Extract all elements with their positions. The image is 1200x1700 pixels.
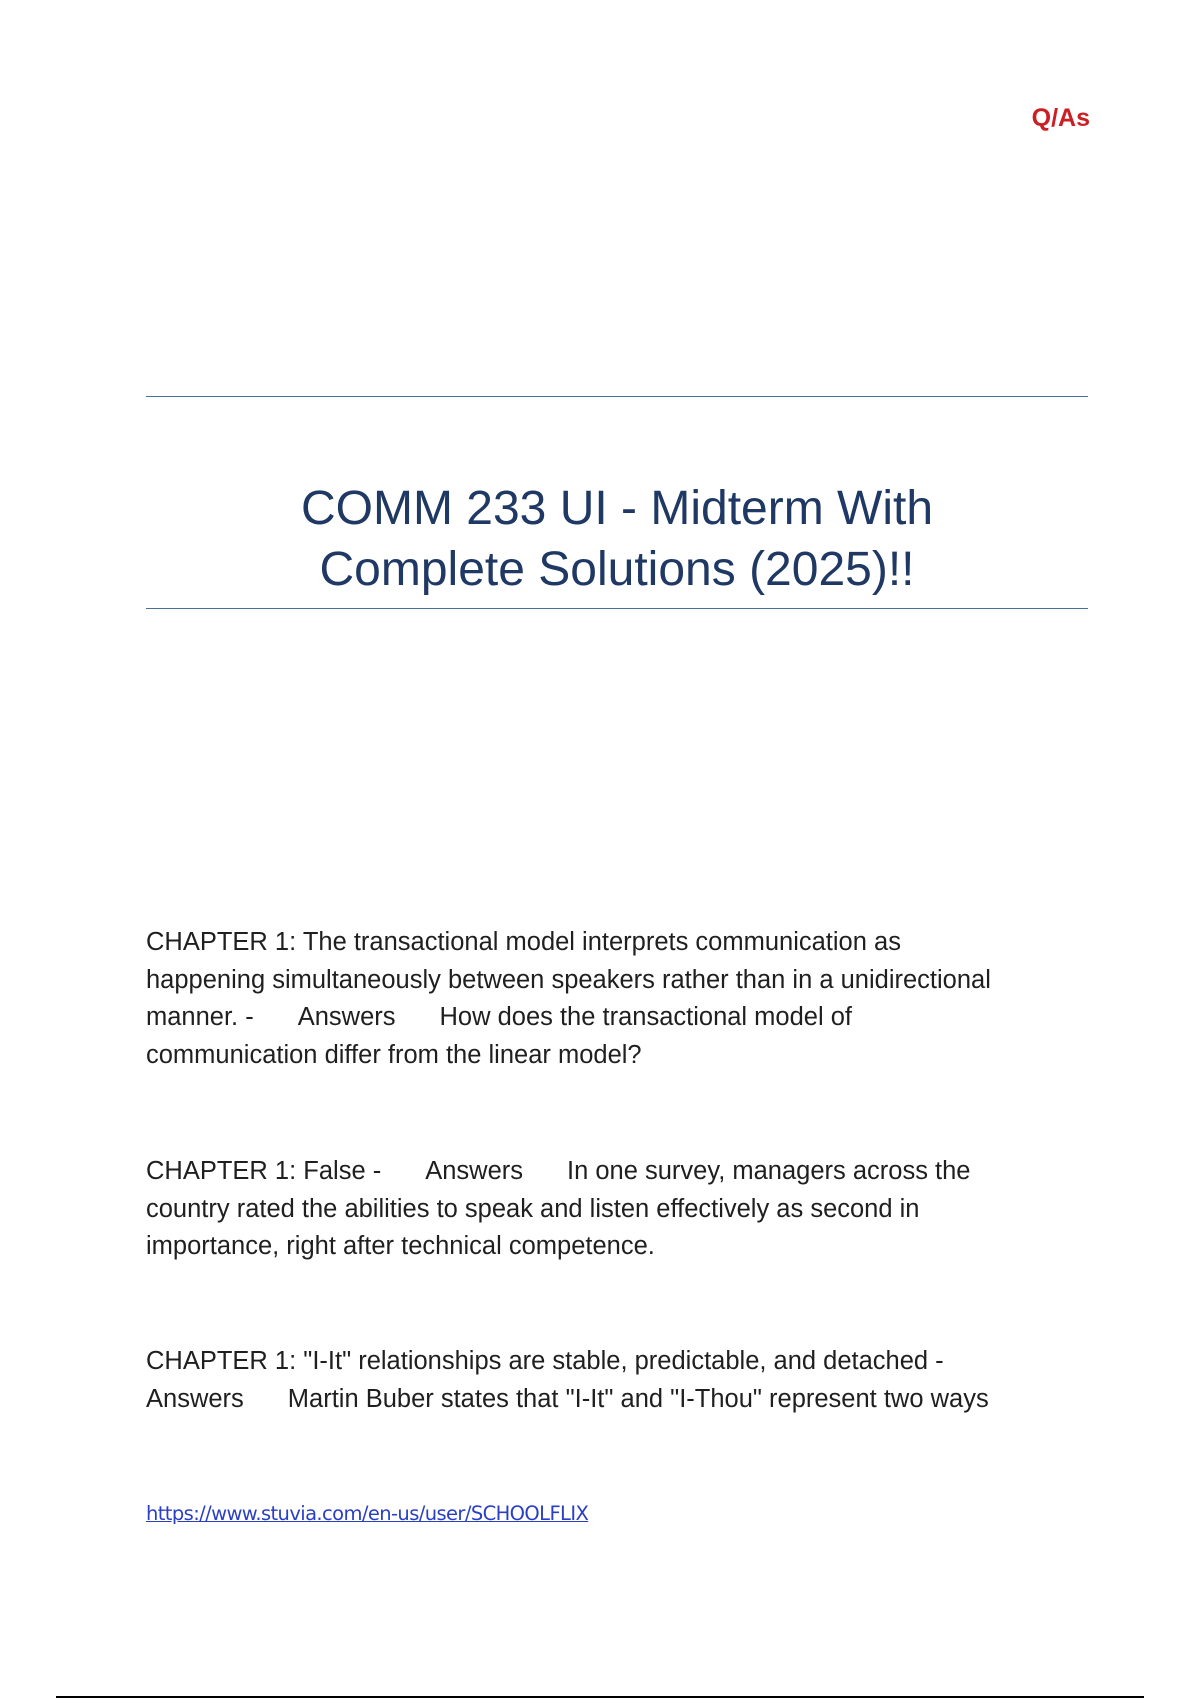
- qa-line: communication differ from the linear model?: [146, 1040, 642, 1069]
- qa-line: [146, 1153, 1088, 1191]
- qa-item-3: [146, 1343, 1088, 1418]
- title-line-2: Complete Solutions (2025)!!: [319, 543, 915, 596]
- title-top-rule: [146, 396, 1088, 397]
- title-line-1: COMM 233 UI - Midterm With: [300, 482, 934, 535]
- qa-fragment: manner. -: [146, 1003, 254, 1031]
- footer-rule: [56, 1696, 1144, 1698]
- qa-fragment: CHAPTER 1: False -: [146, 1157, 382, 1185]
- title-bottom-rule: [146, 608, 1088, 609]
- qa-line: importance, right after technical competence.: [146, 1232, 655, 1260]
- qa-line: country rated the abilities to speak and listen effectively as second in: [146, 1194, 920, 1223]
- qa-line: happening simultaneously between speakers rather than in a unidirectional: [146, 965, 991, 994]
- qa-fragment: In one survey, managers across the: [567, 1157, 971, 1185]
- qa-line: CHAPTER 1: "I-It" relationships are stable, predictable, and detached -: [146, 1347, 944, 1375]
- qa-header-tag: Q/As: [1031, 104, 1090, 132]
- source-link[interactable]: https://www.stuvia.com/en-us/user/SCHOOLFLIX: [146, 1502, 589, 1525]
- qa-line: [146, 999, 1088, 1037]
- answers-label: Answers: [297, 1003, 396, 1031]
- qa-fragment: How does the transactional model of: [439, 1003, 852, 1031]
- qa-line: [146, 1381, 1088, 1419]
- qa-line: CHAPTER 1: The transactional model interprets communication as: [146, 928, 901, 956]
- qa-item-2: [146, 1153, 1088, 1266]
- answers-label: Answers: [425, 1157, 523, 1185]
- qa-fragment: Martin Buber states that "I-It" and "I-Thou" represent two ways: [287, 1384, 989, 1413]
- qa-item-1: [146, 924, 1088, 1074]
- answers-label: Answers: [146, 1384, 244, 1413]
- document-title: [146, 478, 1088, 600]
